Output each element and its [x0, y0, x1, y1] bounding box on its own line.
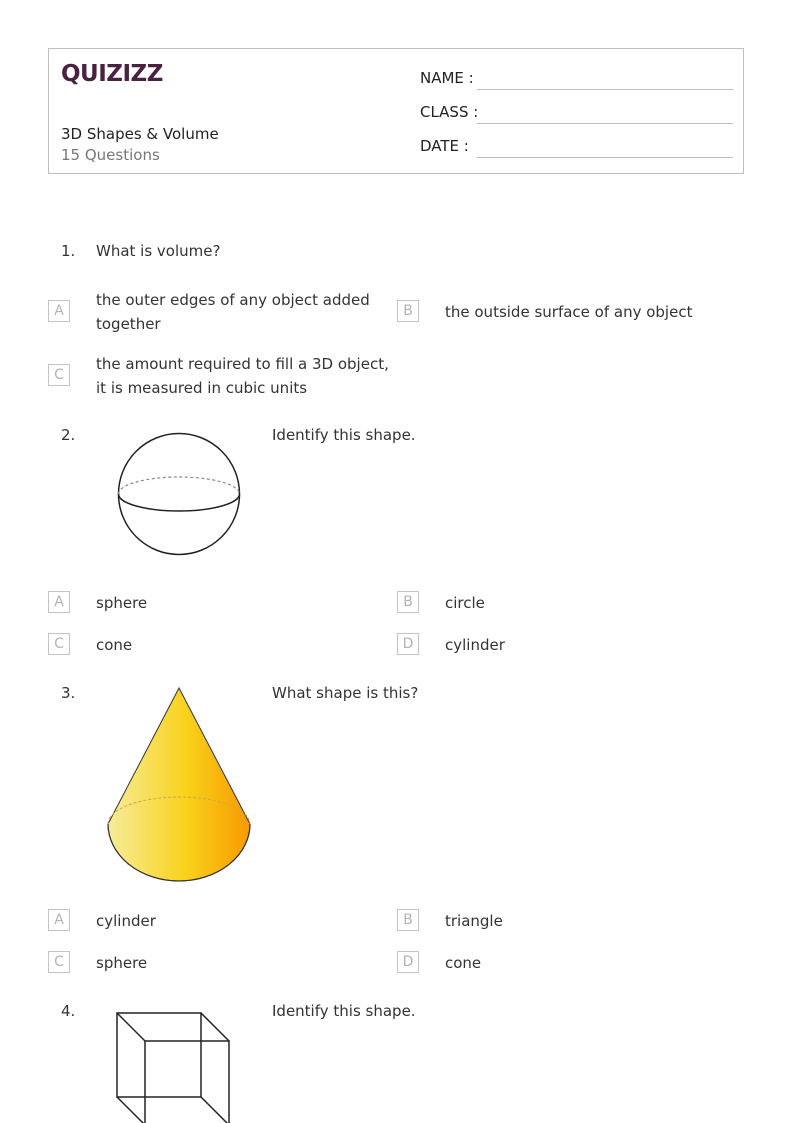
- question-4-text: Identify this shape.: [272, 1002, 416, 1020]
- q1-option-c-box[interactable]: C: [48, 364, 70, 386]
- q3-option-a-box[interactable]: A: [48, 909, 70, 931]
- question-3-number: 3.: [61, 684, 76, 702]
- q3-option-b-box[interactable]: B: [397, 909, 419, 931]
- q2-option-d-box[interactable]: D: [397, 633, 419, 655]
- worksheet-header: [48, 48, 744, 174]
- q1-option-a-box[interactable]: A: [48, 300, 70, 322]
- q3-option-c-text: sphere: [96, 954, 148, 972]
- q3-option-b-text: triangle: [445, 912, 503, 930]
- sphere-image: [114, 430, 244, 560]
- q2-option-c-text: cone: [96, 636, 133, 654]
- class-line[interactable]: [477, 123, 733, 124]
- q3-option-a-text: cylinder: [96, 912, 156, 930]
- q1-option-b-box[interactable]: B: [397, 300, 419, 322]
- question-1-text: What is volume?: [96, 242, 221, 260]
- class-label: CLASS :: [420, 103, 479, 121]
- date-label: DATE :: [420, 137, 469, 155]
- q3-option-d-text: cone: [445, 954, 482, 972]
- q2-option-a-text: sphere: [96, 594, 148, 612]
- cone-image: [100, 684, 260, 889]
- date-line[interactable]: [477, 157, 733, 158]
- name-line[interactable]: [477, 89, 733, 90]
- q2-option-b-text: circle: [445, 594, 485, 612]
- question-2-number: 2.: [61, 426, 76, 444]
- logo-wordmark: QUIZIZZ: [61, 61, 163, 87]
- q3-option-c-box[interactable]: C: [48, 951, 70, 973]
- cube-image: [110, 1008, 235, 1123]
- q3-option-d-box[interactable]: D: [397, 951, 419, 973]
- quizizz-logo: [61, 58, 163, 88]
- q2-option-b-box[interactable]: B: [397, 591, 419, 613]
- worksheet-title: 3D Shapes & Volume: [61, 125, 219, 143]
- question-4-number: 4.: [61, 1002, 76, 1020]
- question-2-text: Identify this shape.: [272, 426, 416, 444]
- q2-option-d-text: cylinder: [445, 636, 505, 654]
- name-label: NAME :: [420, 69, 474, 87]
- question-3-text: What shape is this?: [272, 684, 419, 702]
- q1-option-a-text: the outer edges of any object added together: [96, 291, 370, 333]
- question-count: 15 Questions: [61, 146, 160, 164]
- q2-option-c-box[interactable]: C: [48, 633, 70, 655]
- q2-option-a-box[interactable]: A: [48, 591, 70, 613]
- q1-option-c-text: the amount required to fill a 3D object, it is measured in cubic units: [96, 355, 389, 397]
- q1-option-b-text: the outside surface of any object: [445, 303, 693, 321]
- question-1-number: 1.: [61, 242, 76, 260]
